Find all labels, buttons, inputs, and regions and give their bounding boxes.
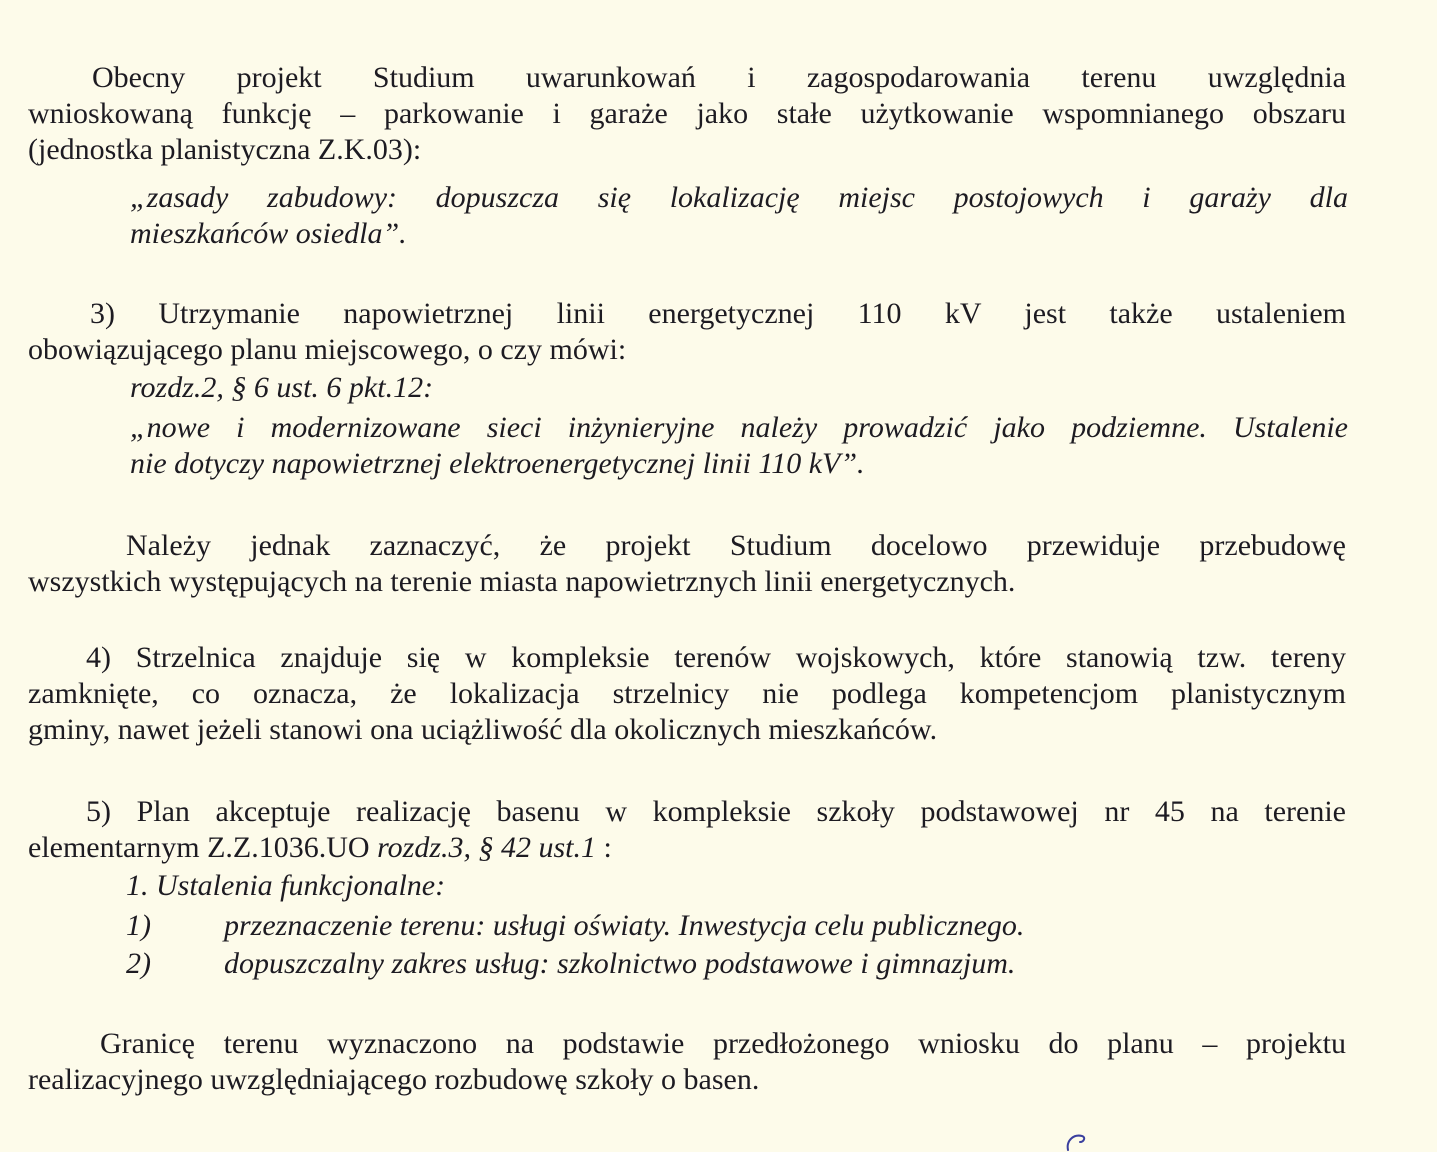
list-text: przeznaczenie terenu: usługi oświaty. Inwestycja celu publicznego. [224, 909, 1025, 942]
list-heading: 1. Ustalenia funkcjonalne: [126, 869, 446, 902]
text-line: „nowe i modernizowane sieci inżynieryjne należy prowadzić jako podziemne. Ustalenie [130, 411, 1348, 444]
paragraph-point-5 [28, 794, 1346, 866]
text-line: Granicę terenu wyznaczono na podstawie przedłożonego wniosku do planu – projektu [100, 1027, 1346, 1060]
text-line: mieszkańców osiedla”. [130, 217, 407, 250]
text-line: 3) Utrzymanie napowietrznej linii energetycznej 110 kV jest także ustaleniem [90, 297, 1346, 330]
text-line: (jednostka planistyczna Z.K.03): [28, 133, 422, 166]
text-line: Obecny projekt Studium uwarunkowań i zagospodarowania terenu uwzględnia [92, 61, 1346, 94]
text-line: Należy jednak zaznaczyć, że projekt Studium docelowo przewiduje przebudowę [126, 529, 1346, 562]
paragraph-point-4 [28, 640, 1346, 748]
text-line: obowiązującego planu miejscowego, o czy mówi: [28, 333, 627, 366]
text-line: 4) Strzelnica znajduje się w kompleksie terenów wojskowych, które stanowią tzw. tereny [86, 641, 1346, 674]
text-line: 5) Plan akceptuje realizację basenu w kompleksie szkoły podstawowej nr 45 na terenie [86, 795, 1346, 828]
legal-reference: rozdz.2, § 6 ust. 6 pkt.12: [130, 371, 434, 404]
text-line: nie dotyczy napowietrznej elektroenergetycznej linii 110 kV”. [130, 447, 865, 480]
list-number: 2) [126, 947, 151, 980]
list-item [126, 908, 1226, 944]
text-span: elementarnym Z.Z.1036.UO [28, 831, 378, 864]
list-item [126, 946, 1226, 982]
paragraph-przebudowa [28, 528, 1346, 600]
text-line: „zasady zabudowy: dopuszcza się lokalizację miejsc postojowych i garaży dla [130, 181, 1348, 214]
text-line: realizacyjnego uwzględniającego rozbudowę szkoły o basen. [28, 1063, 760, 1096]
text-line: wnioskowaną funkcję – parkowanie i garaże jako stałe użytkowanie wspomnianego obszaru [28, 97, 1346, 130]
text-line: zamknięte, co oznacza, że lokalizacja strzelnicy nie podlega kompetencjom planistycznym [28, 677, 1346, 710]
text-line: wszystkich występujących na terenie miasta napowietrznych linii energetycznych. [28, 565, 1016, 598]
legal-reference: rozdz.3, § 42 ust.1 [377, 831, 596, 864]
text-span: : [596, 831, 612, 864]
list-text: dopuszczalny zakres usług: szkolnictwo podstawowe i gimnazjum. [224, 947, 1016, 980]
paragraph-granice-terenu [28, 1026, 1346, 1098]
list-number: 1) [126, 909, 151, 942]
paragraph-point-3 [28, 296, 1346, 368]
text-line: gminy, nawet jeżeli stanowi ona uciążliwość dla okolicznych mieszkańców. [28, 713, 938, 746]
quote-zasady-zabudowy [130, 180, 1348, 252]
quote-sieci-inzynieryjne [130, 370, 1348, 482]
paragraph-studium [28, 60, 1346, 168]
text-line [28, 830, 1346, 866]
